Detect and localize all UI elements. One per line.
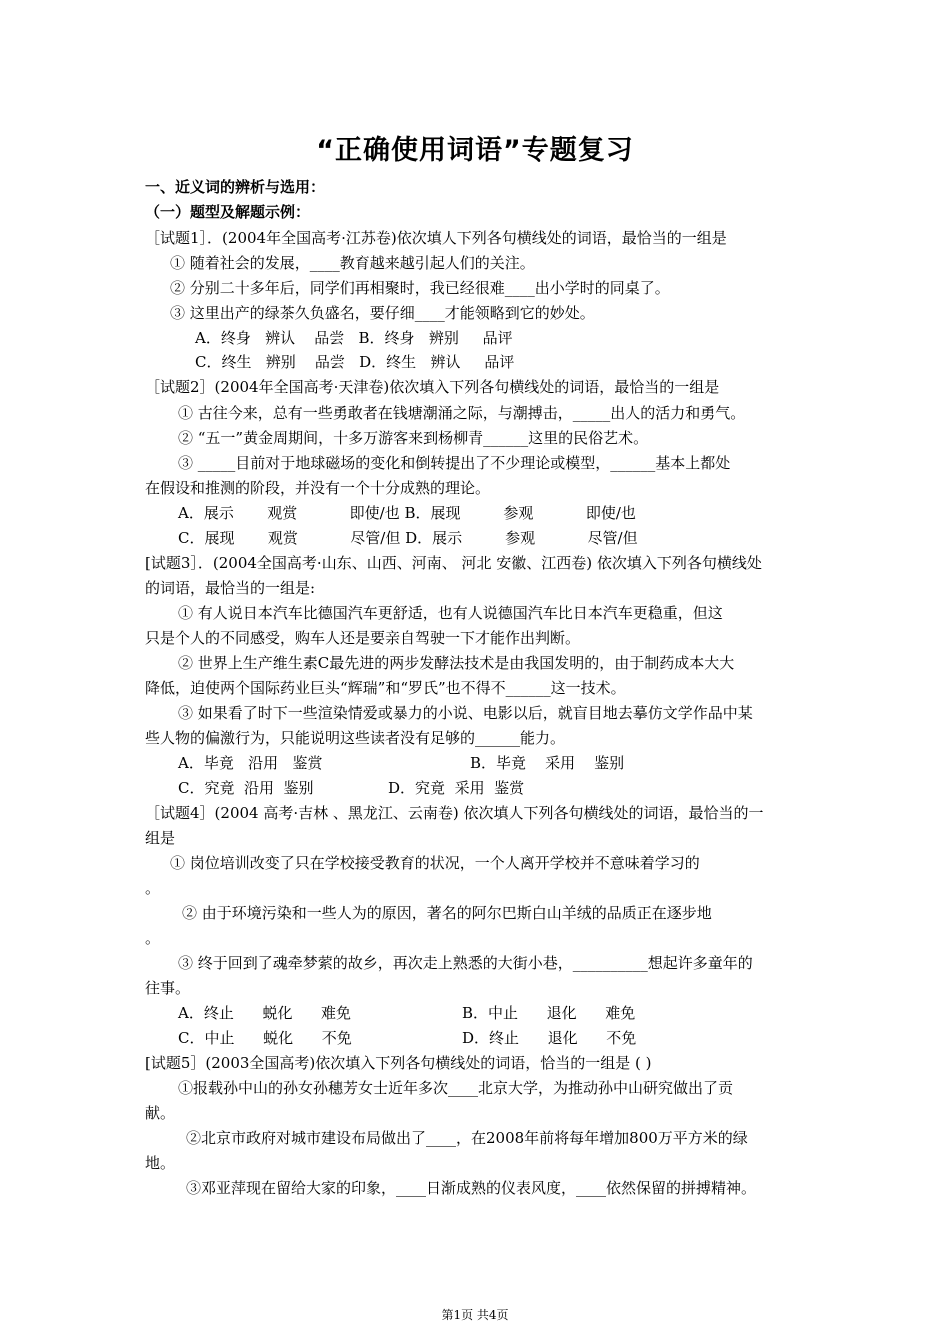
question-4-sentence-3b: 往事。 <box>145 979 191 997</box>
question-2-options-cd: C．展现 观赏 尽管/但 D．展示 参观 尽管/但 <box>178 529 638 547</box>
question-2-heading: ［试题2］(2004年全国高考·天津卷)依次填入下列各句横线处的词语，最恰当的一组是 <box>145 378 720 396</box>
question-1-options-ab: A．终身 辨认 品尝 B．终身 辨别 品评 <box>195 329 513 347</box>
question-4-sentence-1a: ① 岗位培训改变了只在学校接受教育的状况，一个人离开学校并不意味着学习的 <box>170 854 700 872</box>
question-4-option-b: B．中止 退化 难免 <box>462 1004 636 1022</box>
question-3-sentence-3a: ③ 如果看了时下一些渲染情爱或暴力的小说、电影以后，就盲目地去摹仿文学作品中某 <box>178 704 753 722</box>
question-4-heading-b: 组是 <box>145 829 176 847</box>
question-4-option-a: A．终止 蜕化 难免 <box>178 1004 352 1022</box>
section-heading: 一、近义词的辨析与选用： <box>145 178 326 196</box>
question-1-heading: ［试题1］．(2004年全国高考·江苏卷)依次填人下列各句横线处的词语，最恰当的一组是 <box>145 229 727 247</box>
question-3-sentence-3b: 些人物的偏激行为，只能说明这些读者没有足够的______能力。 <box>145 729 566 747</box>
question-2-sentence-3b: 在假设和推测的阶段，并没有一个十分成熟的理论。 <box>145 479 491 497</box>
question-3-option-c: C．究竟 沿用 鉴别 <box>178 779 314 797</box>
question-1-sentence-2: ② 分别二十多年后，同学们再相聚时，我已经很难____出小学时的同桌了。 <box>170 279 670 297</box>
question-4-heading-a: ［试题4］(2004 高考·吉林 、黑龙江、云南卷) 依次填人下列各句横线处的词语，最恰当的一 <box>145 804 764 822</box>
question-2-sentence-2: ② “五一”黄金周期间，十多万游客来到杨柳青______这里的民俗艺术。 <box>178 429 649 447</box>
question-3-heading-a: [试题3］．(2004全国高考·山东、山西、河南、 河北 安徽、江西卷) 依次填入下列各句横线处 <box>145 554 762 572</box>
question-5-sentence-3: ③邓亚萍现在留给大家的印象，____日渐成熟的仪表风度，____依然保留的拼搏精神。 <box>186 1179 757 1197</box>
question-3-option-a: A．毕竟 沿用 鉴赏 <box>178 754 323 772</box>
question-5-sentence-2a: ②北京市政府对城市建设布局做出了____，在2008年前将每年增加800万平方米的绿 <box>186 1129 748 1147</box>
page-footer: 第1页 共4页 <box>441 1308 509 1322</box>
subsection-heading: （一）题型及解题示例： <box>145 203 311 221</box>
question-4-sentence-1b: 。 <box>145 879 161 897</box>
question-5-heading: [试题5］(2003全国高考)依次填入下列各句横线处的词语，恰当的一组是 ( ) <box>145 1054 652 1072</box>
question-4-option-d: D．终止 退化 不免 <box>462 1029 637 1047</box>
question-5-sentence-1a: ①报载孙中山的孙女孙穗芳女士近年多次____北京大学，为推动孙中山研究做出了贡 <box>178 1079 734 1097</box>
question-2-sentence-1: ① 古往今来，总有一些勇敢者在钱塘潮涌之际，与潮搏击，_____出人的活力和勇气。 <box>178 404 746 422</box>
question-1-sentence-1: ① 随着社会的发展，____教育越来越引起人们的关注。 <box>170 254 535 272</box>
question-2-options-ab: A．展示 观赏 即使/也 B．展现 参观 即使/也 <box>178 504 636 522</box>
question-5-sentence-1b: 献。 <box>145 1104 176 1122</box>
question-1-sentence-3: ③ 这里出产的绿茶久负盛名，要仔细____才能领略到它的妙处。 <box>170 304 595 322</box>
question-1-options-cd: C．终生 辨别 品尝 D．终生 辨认 品评 <box>195 353 515 371</box>
question-3-heading-b: 的词语，最恰当的一组是: <box>145 579 316 597</box>
question-4-sentence-2a: ② 由于环境污染和一些人为的原因，著名的阿尔巴斯白山羊绒的品质正在逐步地 <box>182 904 712 922</box>
question-3-sentence-2b: 降低，迫使两个国际药业巨头“辉瑞”和“罗氏”也不得不______这一技术。 <box>145 679 626 697</box>
question-2-sentence-3a: ③ _____目前对于地球磁场的变化和倒转提出了不少理论或模型，______基本上都处 <box>178 454 731 472</box>
question-3-sentence-1a: ① 有人说日本汽车比德国汽车更舒适，也有人说德国汽车比日本汽车更稳重，但这 <box>178 604 723 622</box>
page-title: “正确使用词语”专题复习 <box>316 135 634 166</box>
question-5-sentence-2b: 地。 <box>145 1154 176 1172</box>
question-4-sentence-3a: ③ 终于回到了魂牵梦萦的故乡，再次走上熟悉的大街小巷，__________想起许多童年的 <box>178 954 753 972</box>
question-3-option-b: B．毕竟 采用 鉴别 <box>470 754 625 772</box>
question-4-sentence-2b: 。 <box>145 929 161 947</box>
question-3-sentence-1b: 只是个人的不同感受，购车人还是要亲自驾驶一下才能作出判断。 <box>145 629 581 647</box>
question-3-option-d: D．究竟 采用 鉴赏 <box>388 779 525 797</box>
question-3-sentence-2a: ② 世界上生产维生素C最先进的两步发酵法技术是由我国发明的，由于制药成本大大 <box>178 654 735 672</box>
question-4-option-c: C．中止 蜕化 不免 <box>178 1029 352 1047</box>
